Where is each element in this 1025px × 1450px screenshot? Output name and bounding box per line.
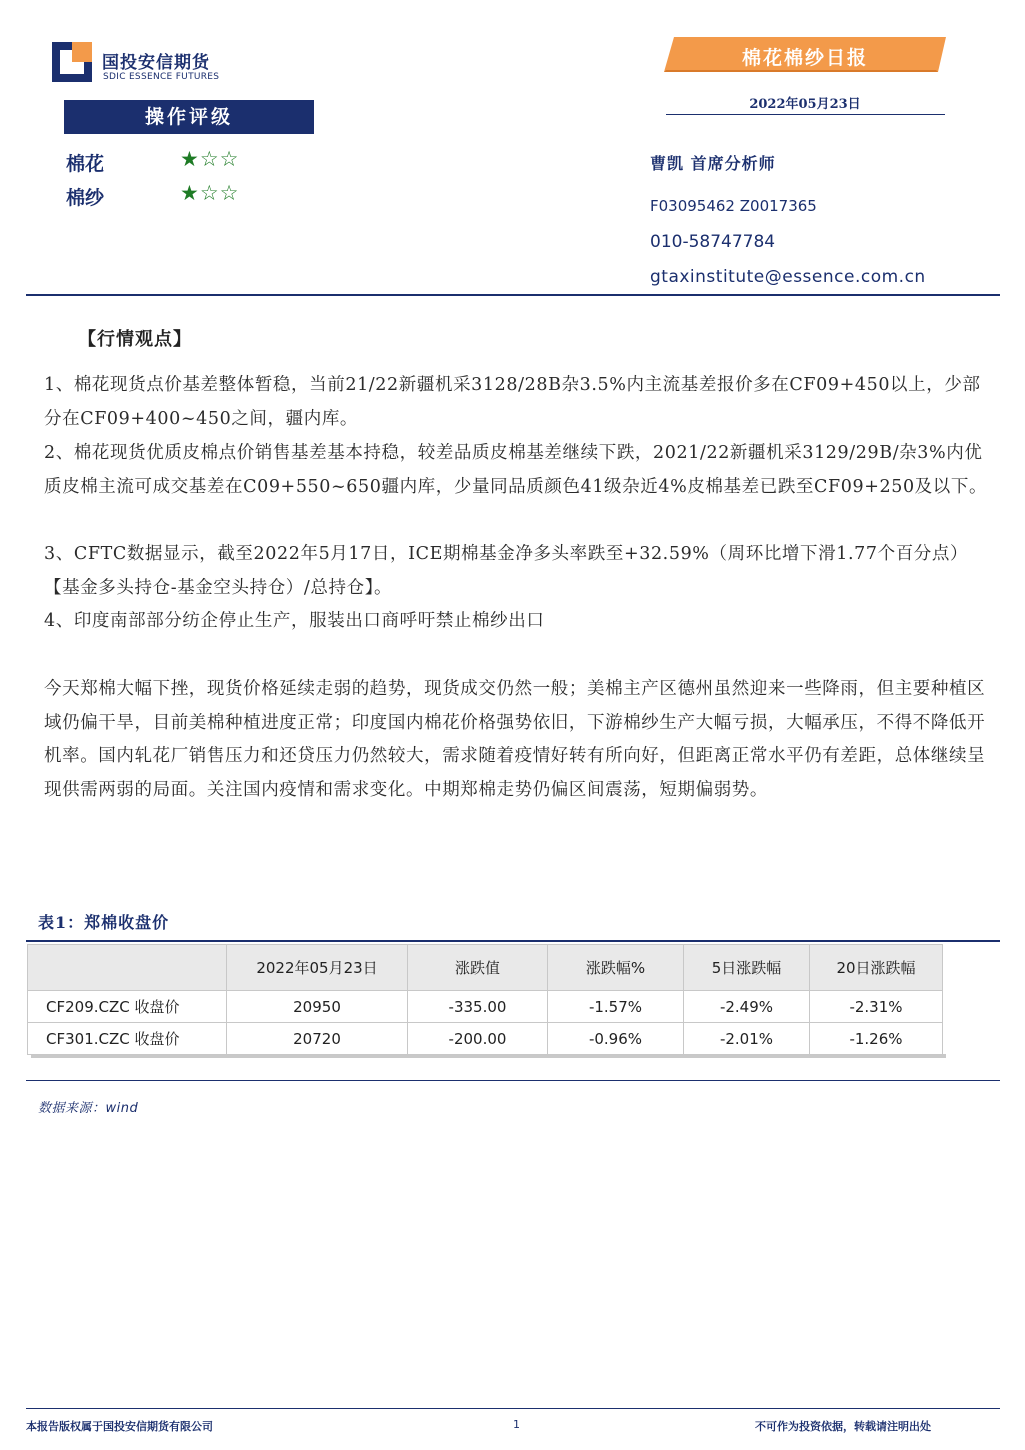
table-row: [28, 991, 943, 1023]
table-bottom-divider: [26, 1080, 1000, 1081]
footer-disclaimer: 不可作为投资依据，转载请注明出处: [755, 1420, 931, 1433]
section-title: 【行情观点】: [78, 329, 192, 350]
page-number: 1: [513, 1418, 520, 1431]
table-header-cell: 5日涨跌幅: [684, 945, 810, 991]
table-cell: -2.49%: [684, 991, 810, 1023]
table-header-cell: 20日涨跌幅: [810, 945, 943, 991]
logo-name-cn: 国投安信期货: [102, 53, 210, 73]
report-title-banner: [664, 37, 946, 72]
view-point: 1、棉花现货点价基差整体暂稳，当前21/22新疆机采3128/28B杂3.5%内主流基差报价多在CF09+450以上，少部分在CF09+400~450之间，疆内库。: [44, 375, 981, 429]
date-divider: [666, 114, 945, 115]
view-point: 4、印度南部部分纺企停止生产，服装出口商呼吁禁止棉纱出口: [44, 611, 545, 631]
company-logo: [52, 42, 252, 88]
closing-price-table: [27, 944, 943, 1055]
view-point: 3、CFTC数据显示，截至2022年5月17日，ICE期棉基金净多头率跌至+32.59%（周环比增下滑1.77个百分点）【基金多头持仓-基金空头持仓）/总持仓】。: [44, 544, 969, 598]
table-cell: -2.31%: [810, 991, 943, 1023]
table-cell: 20720: [227, 1023, 408, 1055]
logo-mark-icon: [52, 42, 92, 82]
logo-name-en: SDIC ESSENCE FUTURES: [103, 72, 220, 82]
table-cell: 20950: [227, 991, 408, 1023]
table-title: 表1：郑棉收盘价: [38, 913, 170, 932]
rating-header: 操作评级: [64, 100, 314, 134]
header-divider: [26, 294, 1000, 296]
analyst-phone: 010-58747784: [650, 232, 776, 252]
view-point: 2、棉花现货优质皮棉点价销售基差基本持稳，较差品质皮棉基差继续下跌，2021/22新疆机采3129/29B/杂3%内优质皮棉主流可成交基差在C09+550~650疆内库，少量同品质颜色41级杂近4%皮棉基差已跌至CF09+250及以下。: [44, 443, 988, 497]
footer-divider: [26, 1408, 1000, 1409]
rating-row-cotton: [66, 149, 326, 177]
analyst-email-link[interactable]: gtaxinstitute@essence.com.cn: [650, 267, 926, 287]
table-cell: -1.26%: [810, 1023, 943, 1055]
report-date: 2022年05月23日: [749, 97, 861, 112]
report-title: 棉花棉纱日报: [741, 47, 868, 69]
table-cell: -1.57%: [548, 991, 684, 1023]
table-cell: -200.00: [408, 1023, 548, 1055]
analyst-certificate: F03095462 Z0017365: [650, 197, 817, 215]
rating-label: 棉花: [66, 153, 105, 175]
table-row: [28, 1023, 943, 1055]
table-cell: -2.01%: [684, 1023, 810, 1055]
table-top-divider: [26, 940, 1000, 942]
table-cell: CF209.CZC 收盘价: [28, 991, 227, 1023]
table-header-row: [28, 945, 943, 991]
data-source: 数据来源：wind: [38, 1101, 139, 1116]
rating-stars-icon: ★☆☆: [180, 147, 240, 171]
footer-copyright: 本报告版权属于国投安信期货有限公司: [26, 1420, 213, 1433]
rating-stars-icon: ★☆☆: [180, 181, 240, 205]
analyst-name: 曹凯 首席分析师: [650, 154, 776, 173]
table-header-cell: [28, 945, 227, 991]
table-header-cell: 涨跌幅%: [548, 945, 684, 991]
table-cell: CF301.CZC 收盘价: [28, 1023, 227, 1055]
view-summary: 今天郑棉大幅下挫，现货价格延续走弱的趋势，现货成交仍然一般；美棉主产区德州虽然迎来一些降雨，但主要种植区域仍偏干旱，目前美棉种植进度正常；印度国内棉花价格强势依旧，下游棉纱生产大幅亏损，大幅承压，不得不降低开机率。国内轧花厂销售压力和还贷压力仍然较大，需求随着疫情好转有所向好，但距离正常水平仍有差距，总体继续呈现供需两弱的局面。关注国内疫情和需求变化。中期郑棉走势仍偏区间震荡，短期偏弱势。: [44, 679, 986, 800]
table-cell: -0.96%: [548, 1023, 684, 1055]
rating-label: 棉纱: [66, 187, 105, 209]
table-cell: -335.00: [408, 991, 548, 1023]
rating-row-yarn: [66, 183, 326, 211]
table-header-cell: 2022年05月23日: [227, 945, 408, 991]
table-header-cell: 涨跌值: [408, 945, 548, 991]
